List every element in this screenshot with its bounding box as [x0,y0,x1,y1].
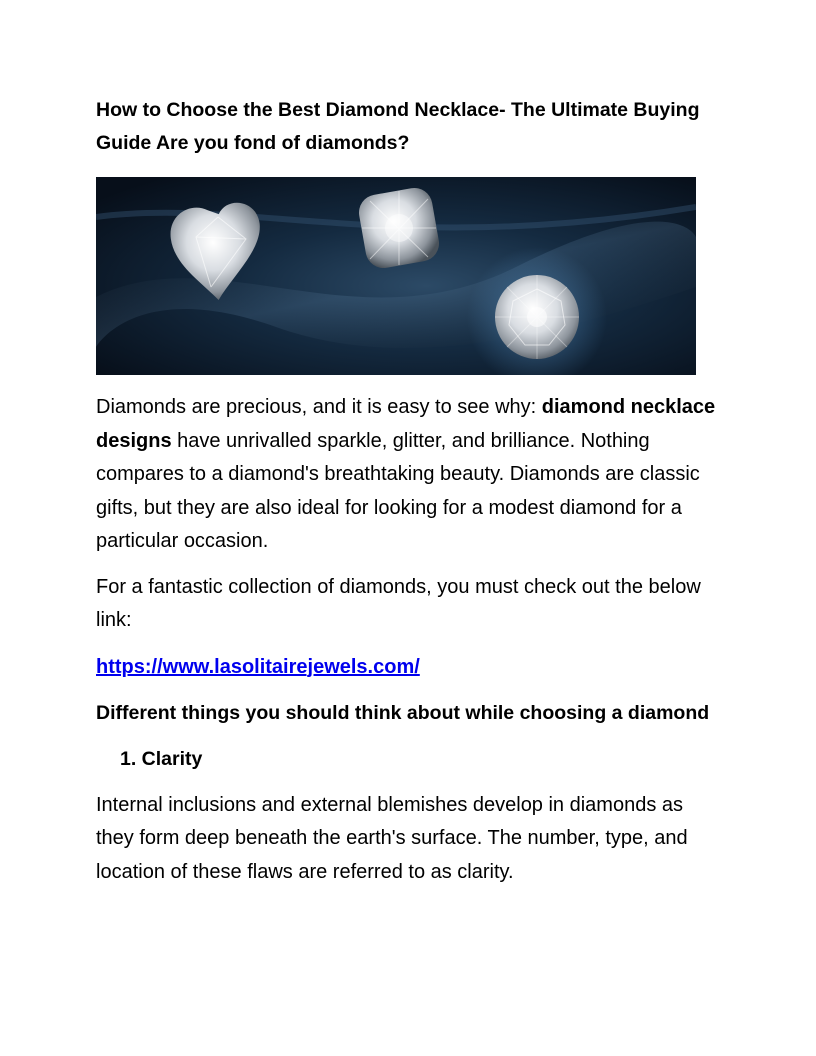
intro-text: Diamonds are precious, and it is easy to see why: [96,396,542,418]
cushion-diamond-icon [356,185,442,271]
intro-paragraph [96,391,726,559]
page-title: How to Choose the Best Diamond Necklace- The Ultimate Buying Guide Are you fond of diamonds? [96,99,700,154]
link-line [96,651,726,684]
intro-bold-phrase: diamond necklace designs [96,396,716,452]
diamonds-photo [96,177,696,375]
intro-text-continued: have unrivalled sparkle, glitter, and brilliance. Nothing compares to a diamond's breathtaking beauty. Diamonds are classic gifts, but they are also ideal for looking for a modest diamond for a particular occasion. [96,429,700,552]
collection-paragraph: For a fantastic collection of diamonds, you must check out the below link: [96,575,701,631]
list-item: 1. Clarity [120,747,203,770]
website-link[interactable]: https://www.lasolitairejewels.com/ [96,655,420,678]
document-page [96,94,726,889]
section-heading: Different things you should think about while choosing a diamond [96,701,710,724]
clarity-paragraph: Internal inclusions and external blemishes develop in diamonds as they form deep beneath the earth's surface. The number, type, and location of these flaws are referred to as clarity. [96,793,688,883]
